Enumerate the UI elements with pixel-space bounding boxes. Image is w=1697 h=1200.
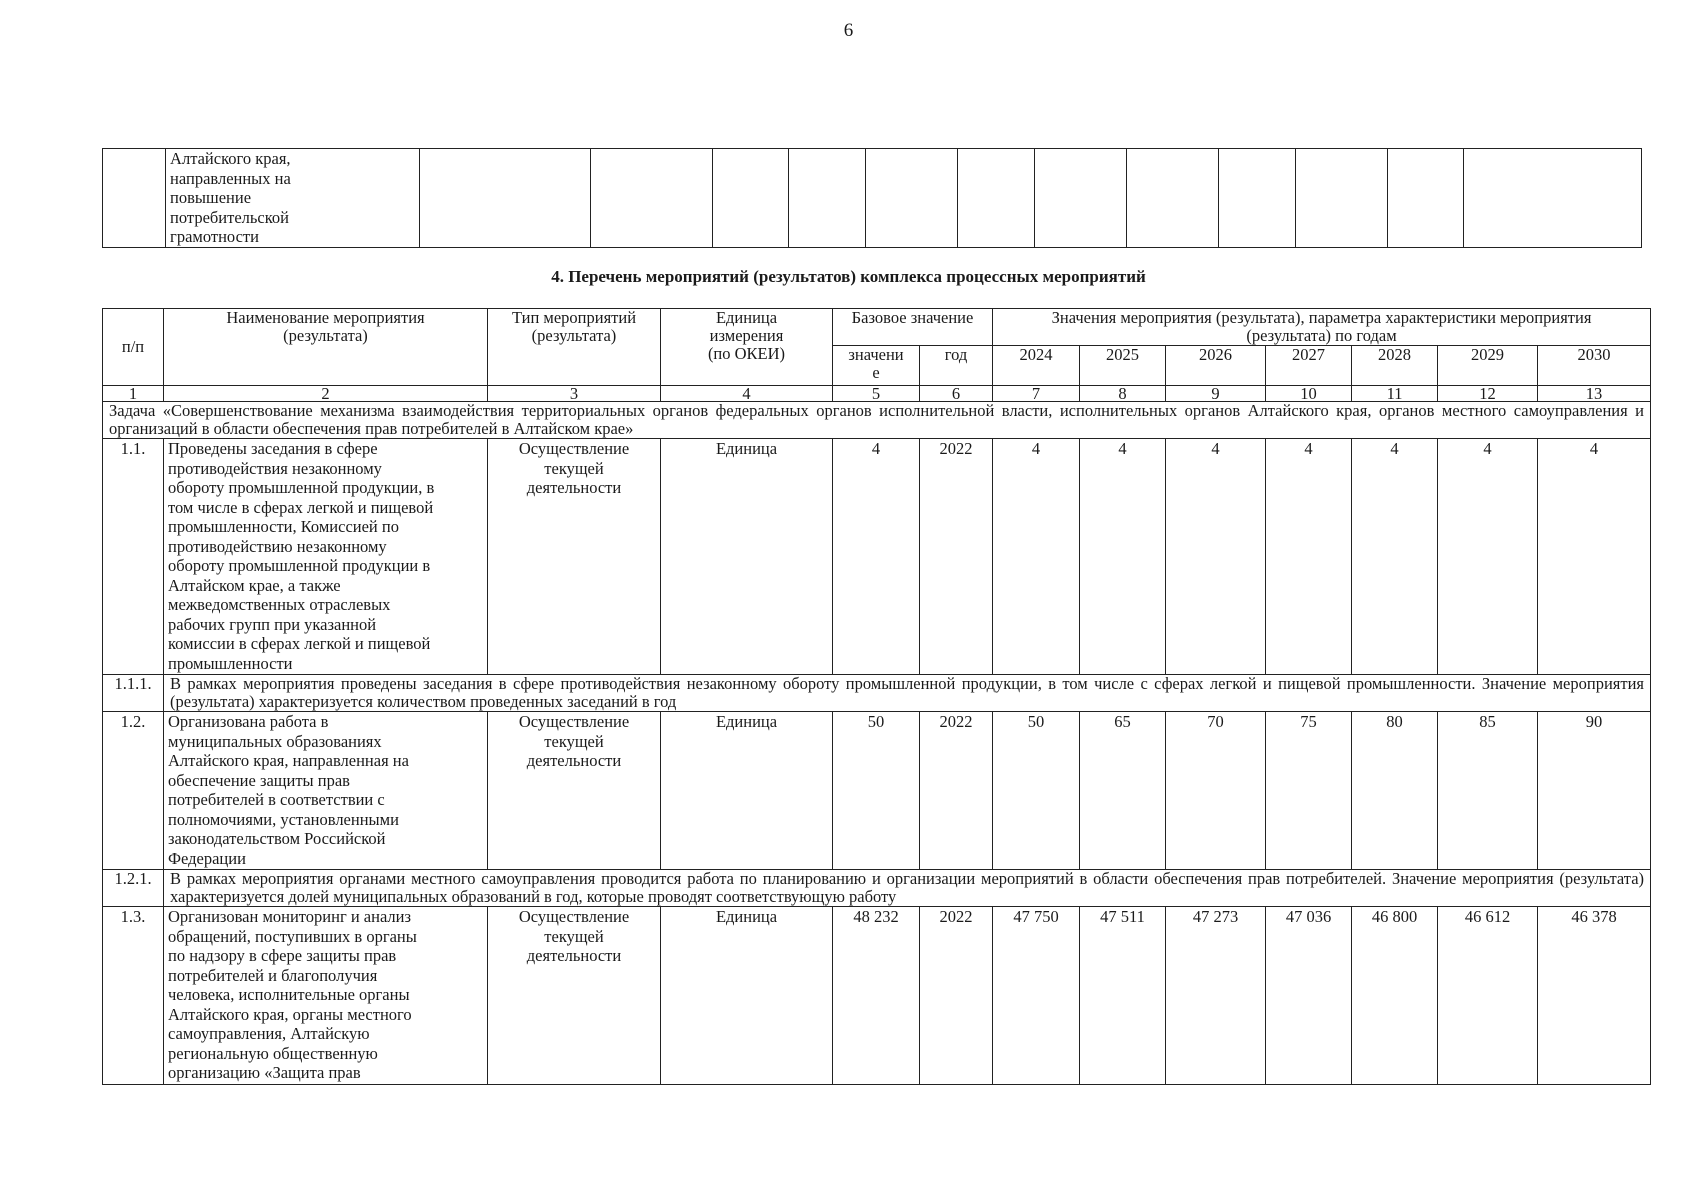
header-name: Наименование мероприятия (результата) xyxy=(164,309,488,386)
header-year: 2030 xyxy=(1538,346,1651,386)
continued-row xyxy=(103,149,1642,248)
note-text: В рамках мероприятия органами местного самоуправления проводится работа по планированию и организации мероприятий в области обеспечения прав потребителей. Значение мероприятия (результата) характеризуется долей муниципальных образований в год, которые проводят соответствующую работу xyxy=(164,870,1651,907)
base-year: 2022 xyxy=(920,907,993,1085)
header-unit: Единица измерения (по ОКЕИ) xyxy=(661,309,833,386)
year-value: 47 750 xyxy=(993,907,1080,1085)
measure-unit: Единица xyxy=(661,439,833,675)
year-value: 4 xyxy=(1438,439,1538,675)
base-value: 48 232 xyxy=(833,907,920,1085)
year-value: 4 xyxy=(1166,439,1266,675)
year-value: 4 xyxy=(1352,439,1438,675)
measures-table xyxy=(102,308,1651,1085)
measure-name: Организован мониторинг и анализ обращений, поступивших в органы по надзору в сфере защиты прав потребителей и благополучия человека, исполнительные органы Алтайского края, органы местного самоуправления, Алтайскую региональную общественную организацию «Защита прав xyxy=(164,907,488,1085)
measure-unit: Единица xyxy=(661,712,833,870)
row-number: 1.3. xyxy=(103,907,164,1085)
base-year: 2022 xyxy=(920,439,993,675)
column-number: 13 xyxy=(1538,386,1651,402)
continued-table xyxy=(102,148,1642,248)
section-title: 4. Перечень мероприятий (результатов) комплекса процессных мероприятий xyxy=(551,267,1146,286)
header-row-1 xyxy=(103,309,1651,346)
header-type: Тип мероприятий (результата) xyxy=(488,309,661,386)
column-number: 5 xyxy=(833,386,920,402)
table-row xyxy=(103,712,1651,870)
continued-name-cell: Алтайского края, направленных на повышение потребительской грамотности xyxy=(166,149,420,248)
header-year: 2025 xyxy=(1080,346,1166,386)
year-value: 47 036 xyxy=(1266,907,1352,1085)
column-number: 3 xyxy=(488,386,661,402)
row-number: 1.1. xyxy=(103,439,164,675)
year-value: 46 612 xyxy=(1438,907,1538,1085)
header-base-value: значени е xyxy=(833,346,920,386)
header-year: 2024 xyxy=(993,346,1080,386)
year-value: 46 800 xyxy=(1352,907,1438,1085)
table-row xyxy=(103,907,1651,1085)
year-value: 4 xyxy=(1080,439,1166,675)
column-number: 11 xyxy=(1352,386,1438,402)
column-number: 4 xyxy=(661,386,833,402)
year-value: 47 511 xyxy=(1080,907,1166,1085)
column-number: 6 xyxy=(920,386,993,402)
year-value: 90 xyxy=(1538,712,1651,870)
year-value: 4 xyxy=(1538,439,1651,675)
table-row xyxy=(103,439,1651,675)
year-value: 70 xyxy=(1166,712,1266,870)
task-row xyxy=(103,402,1651,439)
header-year: 2028 xyxy=(1352,346,1438,386)
year-value: 4 xyxy=(993,439,1080,675)
column-number: 9 xyxy=(1166,386,1266,402)
header-year: 2027 xyxy=(1266,346,1352,386)
measure-type: Осуществление текущей деятельности xyxy=(488,907,661,1085)
column-numbers-row xyxy=(103,386,1651,402)
year-value: 4 xyxy=(1266,439,1352,675)
year-value: 80 xyxy=(1352,712,1438,870)
header-base-year: год xyxy=(920,346,993,386)
column-number: 10 xyxy=(1266,386,1352,402)
base-year: 2022 xyxy=(920,712,993,870)
page-number: 6 xyxy=(843,20,854,41)
row-number: 1.2. xyxy=(103,712,164,870)
note-number: 1.2.1. xyxy=(103,870,164,907)
header-base: Базовое значение xyxy=(833,309,993,346)
measure-type: Осуществление текущей деятельности xyxy=(488,712,661,870)
column-number: 2 xyxy=(164,386,488,402)
year-value: 50 xyxy=(993,712,1080,870)
year-value: 85 xyxy=(1438,712,1538,870)
header-year: 2029 xyxy=(1438,346,1538,386)
note-text: В рамках мероприятия проведены заседания в сфере противодействия незаконному обороту промышленной продукции, в том числе с сферах легкой и пищевой промышленности. Значение мероприятия (результата) характеризуется количеством проведенных заседаний в год xyxy=(164,675,1651,712)
column-number: 7 xyxy=(993,386,1080,402)
year-value: 46 378 xyxy=(1538,907,1651,1085)
measure-unit: Единица xyxy=(661,907,833,1085)
base-value: 50 xyxy=(833,712,920,870)
column-number: 1 xyxy=(103,386,164,402)
base-value: 4 xyxy=(833,439,920,675)
column-number: 8 xyxy=(1080,386,1166,402)
measure-name: Проведены заседания в сфере противодействия незаконному обороту промышленной продукции, в том числе в сферах легкой и пищевой промышленности, Комиссией по противодействию незаконному обороту промышленной продукции в Алтайском крае, а также межведомственных отраслевых рабочих групп при указанной комиссии в сферах легкой и пищевой промышленности xyxy=(164,439,488,675)
measure-type: Осуществление текущей деятельности xyxy=(488,439,661,675)
year-value: 47 273 xyxy=(1166,907,1266,1085)
note-number: 1.1.1. xyxy=(103,675,164,712)
note-row xyxy=(103,870,1651,907)
header-values: Значения мероприятия (результата), параметра характеристики мероприятия (результата) по годам xyxy=(993,309,1651,346)
measure-name: Организована работа в муниципальных образованиях Алтайского края, направленная на обеспечение защиты прав потребителей в соответствии с полномочиями, установленными законодательством Российской Федерации xyxy=(164,712,488,870)
header-year: 2026 xyxy=(1166,346,1266,386)
year-value: 65 xyxy=(1080,712,1166,870)
year-value: 75 xyxy=(1266,712,1352,870)
note-row xyxy=(103,675,1651,712)
task-text: Задача «Совершенствование механизма взаимодействия территориальных органов федеральных органов исполнительной власти, исполнительных органов Алтайского края, органов местного самоуправления и организаций в области обеспечения прав потребителей в Алтайском крае» xyxy=(103,402,1651,439)
column-number: 12 xyxy=(1438,386,1538,402)
header-num: п/п xyxy=(103,309,164,386)
